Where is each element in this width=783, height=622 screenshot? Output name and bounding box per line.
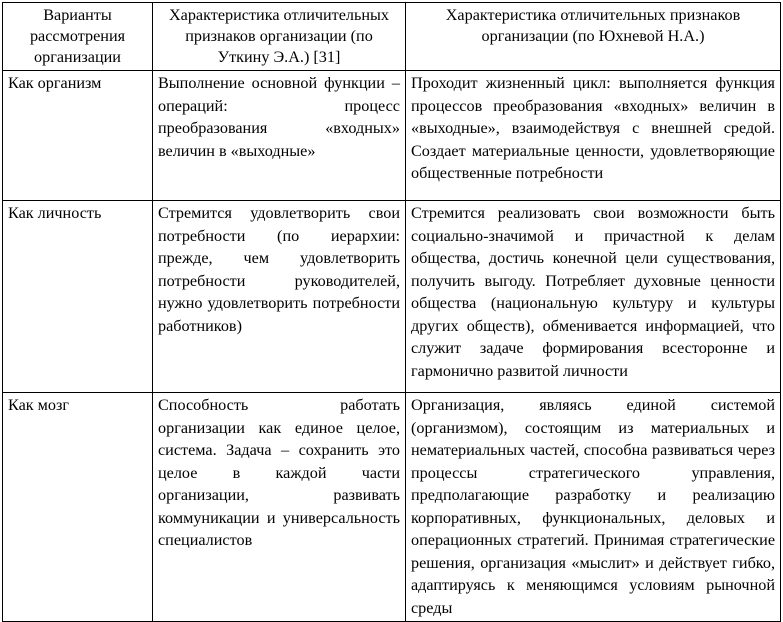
header-row [3,3,781,71]
variant-cell: Как организм [3,71,153,201]
yukhneva-cell: Стремится реализовать свои возможности быть социально-значимой и причастной к делам общества, достичь конечной цели существования, получить выгоду. Потребляет духовные ценности общества (национальную культуру и культуры других обществ), обменивается информацией, что служит задаче формирования всесторонне и гармонично развитой личности [406,201,781,393]
yukhneva-cell: Проходит жизненный цикл: выполняется функция процессов преобразования «входных» величин в «выходные», взаимодействуя с внешней средой. Создает материальные ценности, удовлетворяющие общественные потребности [406,71,781,201]
variant-cell: Как личность [3,201,153,393]
yukhneva-cell: Организация, являясь единой системой (организмом), состоящим из материальных и нематериальных частей, способна развиваться через процессы стратегического управления, предполагающие разработку и реализацию корпоративных, функциональных, деловых и операционных стратегий. Принимая стратегические решения, организация «мыслит» и действует гибко, адаптируясь к меняющимся условиям рыночной среды [406,393,781,622]
comparison-table [2,2,781,622]
table-row [3,393,781,622]
header-utkin: Характеристика отличительных признаков организации (по Уткину Э.А.) [31] [153,3,406,71]
table-row [3,71,781,201]
utkin-cell: Выполнение основной функции – операций: процесс преобразования «входных» величин в «выходные» [153,71,406,201]
header-variants: Варианты рассмотрения организации [3,3,153,71]
utkin-cell: Стремится удовлетворить свои потребности (по иерархии: прежде, чем удовлетворить потребности руководителей, нужно удовлетворить потребности работников) [153,201,406,393]
header-yukhneva: Характеристика отличительных признаков организации (по Юхневой Н.А.) [406,3,781,71]
utkin-cell: Способность работать организации как единое целое, система. Задача – сохранить это целое в каждой части организации, развивать коммуникации и универсальность специалистов [153,393,406,622]
variant-cell: Как мозг [3,393,153,622]
table-row [3,201,781,393]
